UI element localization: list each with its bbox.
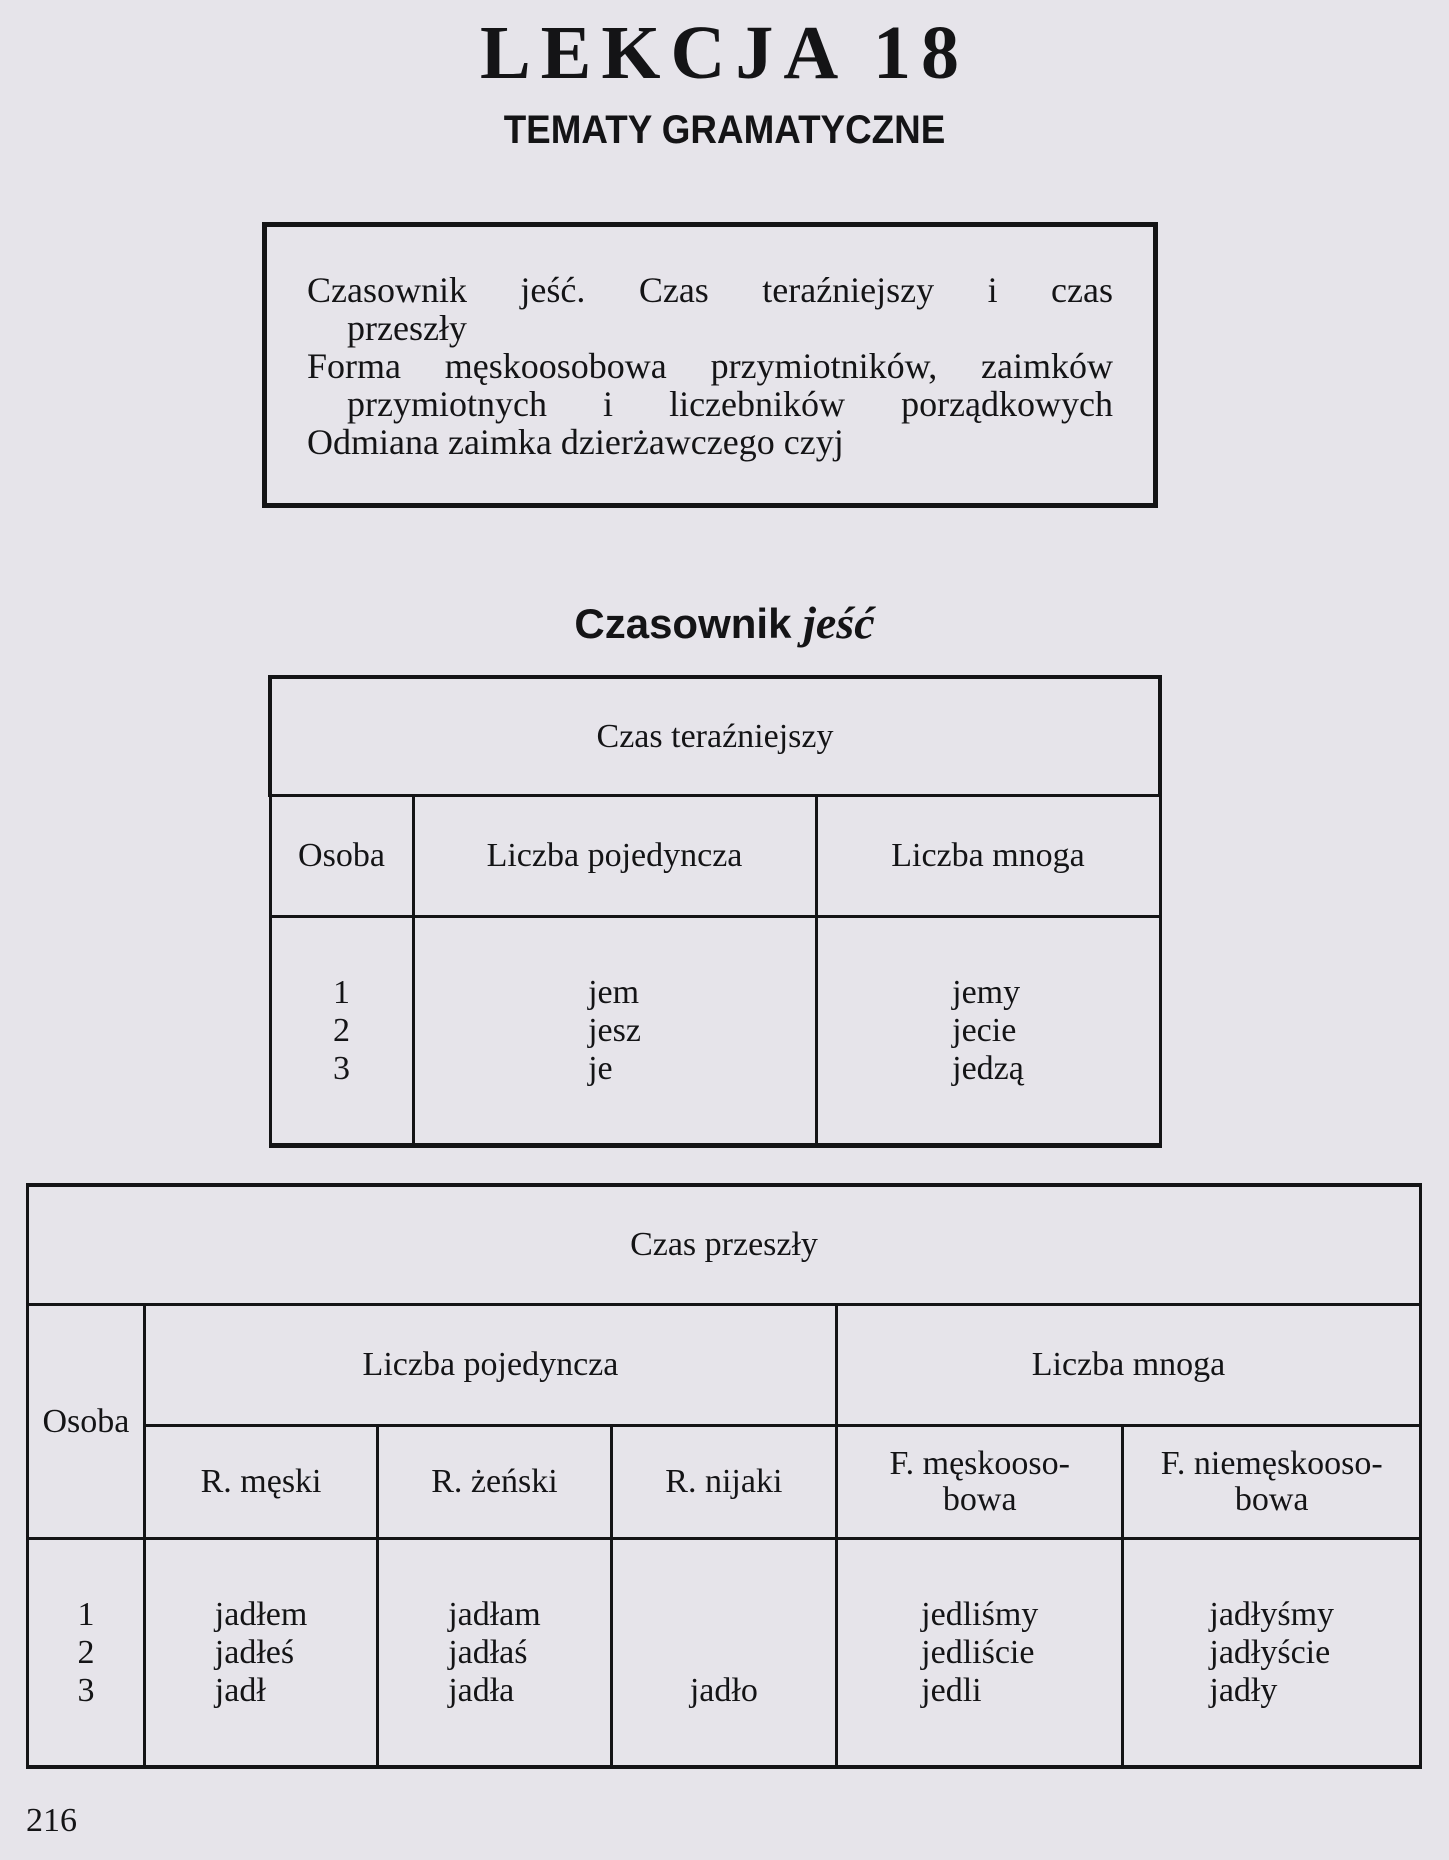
- past-masculine-form: jadłeś: [214, 1633, 295, 1671]
- past-neuter-cell: [611, 1539, 836, 1768]
- past-masculine-form: jadł: [214, 1671, 266, 1709]
- past-virile-form: jedliśmy: [921, 1595, 1039, 1633]
- past-header-singular: Liczba pojedyncza: [144, 1305, 836, 1426]
- past-subheader-nonvirile-line1: F. niemęskooso-: [1160, 1445, 1383, 1482]
- present-persons-cell: [270, 917, 413, 1146]
- topic-line-1: Czasownik jeść. Czas teraźniejszy i czas: [307, 270, 1113, 310]
- past-neuter-form: jadło: [689, 1671, 758, 1709]
- section-heading: [0, 596, 1449, 649]
- present-singular-form: je: [588, 1049, 613, 1087]
- present-plural-form: jemy: [952, 973, 1021, 1011]
- present-header-plural: Liczba mnoga: [816, 796, 1160, 917]
- past-virile-cell: [837, 1539, 1123, 1768]
- topic-line-1-continued: przeszły: [347, 308, 467, 348]
- past-masculine-form: jadłem: [214, 1595, 308, 1633]
- past-subheader-masculine: R. męski: [144, 1426, 377, 1539]
- past-header-person: Osoba: [28, 1305, 145, 1539]
- present-table-caption: Czas teraźniejszy: [270, 677, 1160, 796]
- section-heading-verb: jeść: [803, 597, 875, 648]
- person-number: 1: [333, 973, 350, 1011]
- present-header-person: Osoba: [270, 796, 413, 917]
- topic-line-2: Forma męskoosobowa przymiotników, zaimków: [307, 346, 1113, 386]
- present-singular-form: jem: [588, 973, 640, 1011]
- past-header-plural: Liczba mnoga: [837, 1305, 1421, 1426]
- past-tense-table: [26, 1183, 1422, 1769]
- page-number: 216: [26, 1802, 77, 1839]
- past-nonvirile-cell: [1123, 1539, 1421, 1768]
- past-subheader-nonvirile: [1123, 1426, 1421, 1539]
- topic-line-3: Odmiana zaimka dzierżawczego czyj: [307, 422, 844, 462]
- person-number: 3: [77, 1671, 95, 1709]
- past-feminine-form: jadła: [448, 1671, 515, 1709]
- past-persons-cell: [28, 1539, 145, 1768]
- present-plural-cell: [816, 917, 1160, 1146]
- present-header-singular: Liczba pojedyncza: [413, 796, 816, 917]
- past-subheader-neuter: R. nijaki: [611, 1426, 836, 1539]
- past-virile-form: jedliście: [921, 1633, 1035, 1671]
- past-feminine-form: jadłam: [448, 1595, 541, 1633]
- topic-line-2-continued: przymiotnych i liczebników porządkowych: [347, 384, 1113, 424]
- past-nonvirile-form: jadły: [1209, 1671, 1278, 1709]
- past-subheader-virile-line1: F. męskooso-: [889, 1445, 1070, 1482]
- person-number: 3: [333, 1049, 350, 1087]
- lesson-title: LEKCJA 18: [479, 11, 970, 95]
- person-number: 2: [77, 1633, 95, 1671]
- lesson-subtitle: TEMATY GRAMATYCZNE: [503, 108, 946, 152]
- past-virile-form: jedli: [921, 1671, 982, 1709]
- past-subheader-virile-line2: bowa: [942, 1481, 1017, 1518]
- present-plural-form: jecie: [952, 1011, 1017, 1049]
- past-subheader-virile: [837, 1426, 1123, 1539]
- present-singular-cell: [413, 917, 816, 1146]
- person-number: 1: [77, 1595, 95, 1633]
- present-plural-form: jedzą: [952, 1049, 1024, 1087]
- person-number: 2: [333, 1011, 350, 1049]
- past-nonvirile-form: jadłyśmy: [1209, 1595, 1335, 1633]
- past-nonvirile-form: jadłyście: [1209, 1633, 1331, 1671]
- past-masculine-cell: [144, 1539, 377, 1768]
- past-subheader-feminine: R. żeński: [378, 1426, 611, 1539]
- section-heading-prefix: Czasownik: [574, 600, 792, 647]
- present-tense-table: [268, 675, 1162, 1148]
- past-table-caption: Czas przeszły: [28, 1185, 1421, 1305]
- present-singular-form: jesz: [588, 1011, 641, 1049]
- past-feminine-form: jadłaś: [448, 1633, 528, 1671]
- grammar-topics-box: [262, 222, 1158, 508]
- past-subheader-nonvirile-line2: bowa: [1234, 1481, 1309, 1518]
- past-feminine-cell: [378, 1539, 611, 1768]
